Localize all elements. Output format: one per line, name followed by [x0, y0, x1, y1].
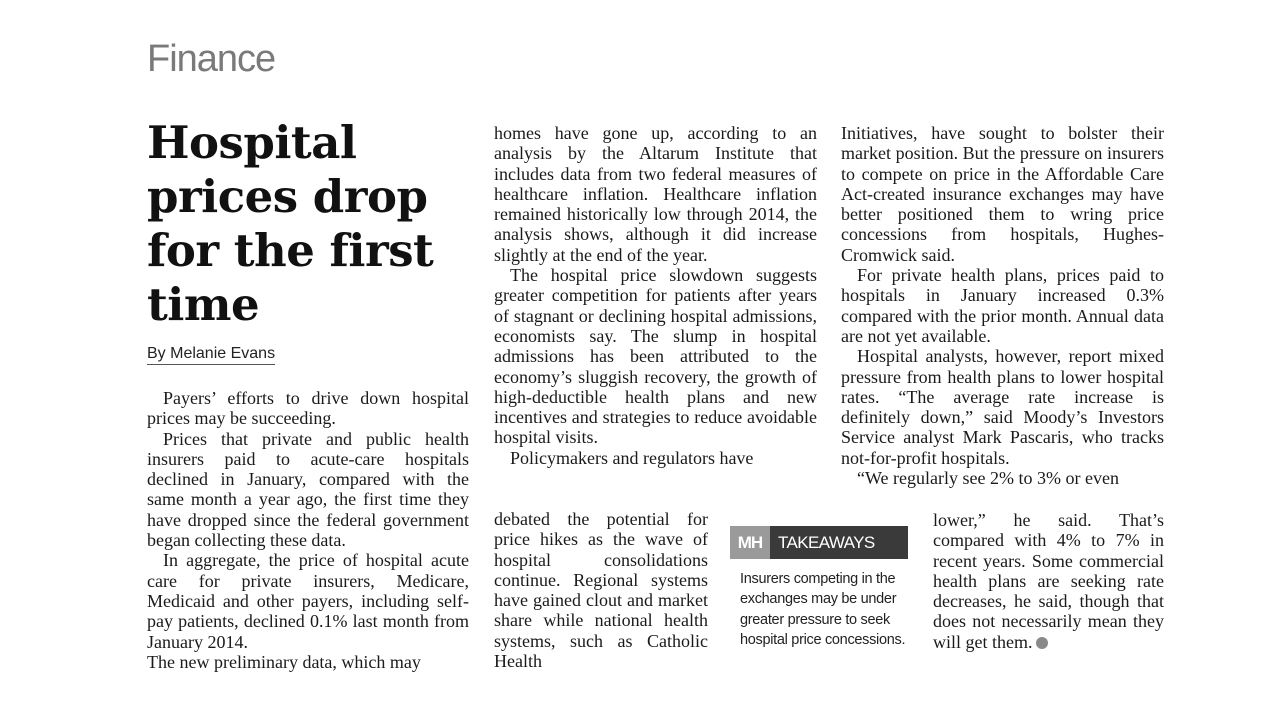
- paragraph: Hospital analysts, however, report mixed pressure from health plans to lower hospital rates. “The average rate increase is definitely down,” said Moody’s Investors Service analyst Mark Pascaris, who tracks not-for-profit hospitals.: [841, 346, 1164, 468]
- headline: Hospital prices drop for the first time: [147, 116, 434, 331]
- article-column-3-continued: [933, 510, 1164, 652]
- paragraph: debated the potential for price hikes as the wave of hospital consolidations continue. Regional systems have gained clout and market share while national health systems, such as Catholic Health: [494, 509, 708, 672]
- paragraph: The new preliminary data, which may: [147, 651, 421, 672]
- paragraph: Payers’ efforts to drive down hospital prices may be succeeding.: [147, 388, 469, 429]
- article-column-2-continued: [494, 509, 708, 671]
- paragraph-text: lower,” he said. That’s compared with 4% to 7% in recent years. Some commercial health plans are seeking rate decreases, he said, though that does not necessarily mean they will get them.: [933, 510, 1164, 652]
- paragraph: homes have gone up, according to an analysis by the Altarum Institute that includes data from two federal measures of healthcare inflation. Healthcare inflation remained historically low through 2014, the analysis shows, although it did increase slightly at the end of the year.: [494, 123, 817, 265]
- article-column-2: [494, 123, 817, 468]
- takeaways-text: Insurers competing in the exchanges may be under greater pressure to seek hospital price concessions.: [740, 571, 906, 648]
- article-column-1: [147, 388, 469, 676]
- paragraph: “We regularly see 2% to 3% or even: [857, 468, 1119, 489]
- end-of-story-dot-icon: [1036, 637, 1048, 649]
- paragraph: In aggregate, the price of hospital acute care for private insurers, Medicare, Medicaid and other payers, including self-pay patients, declined 0.1% last month from January 2014.: [147, 550, 469, 652]
- paragraph: Prices that private and public health insurers paid to acute-care hospitals declined in January, compared with the same month a year ago, the first time they have dropped since the federal government began collecting these data.: [147, 428, 469, 551]
- byline: By Melanie Evans: [147, 345, 275, 365]
- paragraph: Policymakers and regulators have: [510, 447, 754, 468]
- paragraph: Initiatives, have sought to bolster their market position. But the pressure on insurers to compete on price in the Affordable Care Act-created insurance exchanges may have better positioned them to wring price concessions from hospitals, Hughes-Cromwick said.: [841, 123, 1164, 265]
- paragraph: The hospital price slowdown suggests greater competition for patients after years of stagnant or declining hospital admissions, economists say. The slump in hospital admissions has been attributed to the economy’s sluggish recovery, the growth of high-deductible health plans and new incentives and strategies to reduce avoidable hospital visits.: [494, 265, 817, 448]
- section-title: Finance: [147, 38, 276, 80]
- takeaways-box: [730, 526, 908, 650]
- takeaways-header: [730, 526, 908, 559]
- paragraph: For private health plans, prices paid to hospitals in January increased 0.3% compared with the prior month. Annual data are not yet available.: [841, 265, 1164, 346]
- modern-healthcare-logo: MH: [730, 526, 770, 559]
- article-column-3: [841, 123, 1164, 488]
- paragraph: [933, 510, 1164, 652]
- takeaways-label: TAKEAWAYS: [770, 526, 908, 559]
